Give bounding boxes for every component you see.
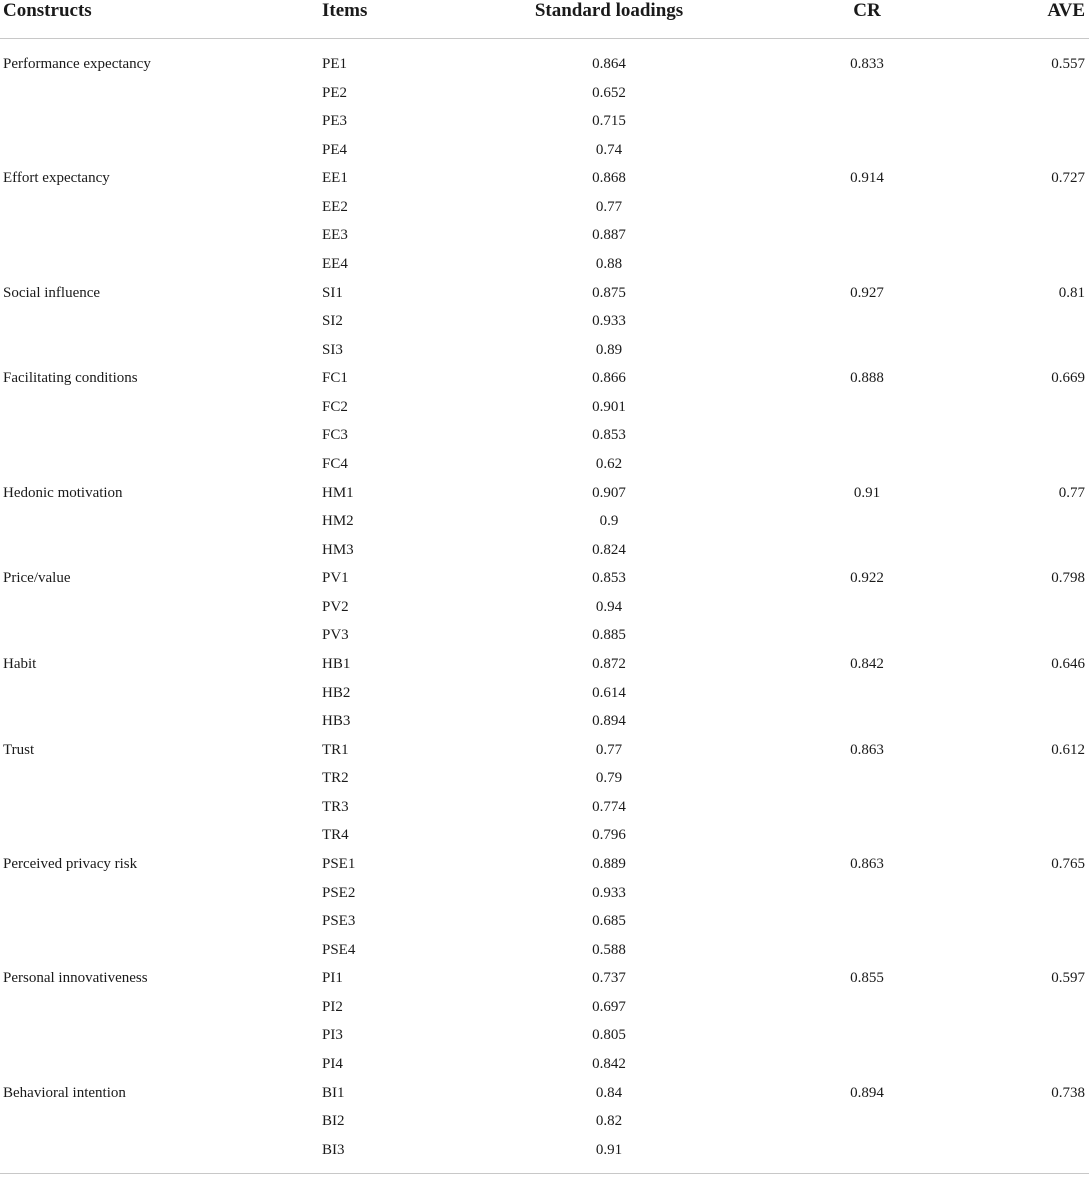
cell-standard-loading: 0.864 (592, 56, 626, 72)
cell-construct: Habit (3, 655, 37, 672)
table-row (0, 912, 1089, 940)
cell-standard-loading: 0.796 (592, 827, 626, 844)
table-row (0, 1141, 1089, 1169)
table-row (0, 1055, 1089, 1083)
cell-item: FC2 (322, 398, 348, 415)
table-row (0, 884, 1089, 912)
cell-standard-loading: 0.88 (595, 255, 623, 272)
cell-construct: Trust (3, 741, 35, 758)
cell-construct: Price/value (3, 570, 71, 587)
table-row (0, 941, 1089, 969)
cell-standard-loading: 0.89 (595, 341, 623, 358)
cell-standard-loading: 0.868 (592, 170, 626, 187)
cell-standard-loading: 0.774 (592, 798, 626, 815)
table-row (0, 169, 1089, 197)
cell-standard-loading: 0.74 (595, 141, 623, 158)
table-row (0, 598, 1089, 626)
table-row (0, 226, 1089, 254)
cell-standard-loading: 0.94 (595, 598, 623, 615)
cell-construct: Hedonic motivation (3, 484, 123, 501)
header-standard-loadings: Standard loadings (534, 0, 684, 21)
cell-item: BI1 (322, 1084, 345, 1101)
cell-item: EE1 (322, 170, 348, 187)
cell-item: HM2 (322, 513, 354, 530)
cell-standard-loading: 0.79 (595, 770, 623, 787)
table-row (0, 969, 1089, 997)
cell-standard-loading: 0.685 (592, 913, 626, 930)
cell-item: TR3 (322, 798, 349, 815)
table-row (0, 512, 1089, 540)
cell-item: PV2 (322, 598, 349, 615)
cell-standard-loading: 0.901 (592, 398, 626, 415)
cell-item: SI3 (322, 341, 343, 358)
cell-construct: Effort expectancy (3, 170, 110, 187)
header-ave: AVE (1047, 0, 1085, 21)
cell-standard-loading: 0.894 (592, 713, 626, 730)
cell-item: BI3 (322, 1141, 345, 1158)
table-row (0, 141, 1089, 169)
cell-ave: 0.727 (1051, 170, 1085, 187)
cell-ave: 0.77 (1058, 484, 1085, 501)
cell-standard-loading: 0.82 (595, 1113, 623, 1130)
cell-item: EE4 (322, 255, 348, 272)
cell-standard-loading: 0.907 (592, 484, 626, 501)
table-row (0, 855, 1089, 883)
cell-ave: 0.646 (1051, 655, 1085, 672)
table-row (0, 369, 1089, 397)
table-row (0, 55, 1089, 83)
footer-rule (0, 1173, 1089, 1174)
cell-construct: Behavioral intention (3, 1084, 126, 1101)
cell-standard-loading: 0.875 (592, 284, 626, 301)
header-cr: CR (853, 0, 881, 21)
cell-construct: Social influence (3, 284, 101, 301)
cell-item: FC3 (322, 427, 348, 444)
cell-standard-loading: 0.614 (592, 684, 626, 701)
cell-item: HB3 (322, 713, 351, 730)
cell-construct: Perceived privacy risk (3, 855, 138, 872)
cell-cr: 0.833 (850, 56, 884, 72)
cell-item: FC4 (322, 455, 348, 472)
cell-item: HB1 (322, 655, 351, 672)
cell-standard-loading: 0.62 (595, 455, 623, 472)
cell-standard-loading: 0.872 (592, 655, 626, 672)
table-row (0, 455, 1089, 483)
cell-standard-loading: 0.77 (595, 198, 623, 215)
table-row (0, 826, 1089, 854)
cell-standard-loading: 0.933 (592, 313, 626, 330)
cell-standard-loading: 0.889 (592, 855, 626, 872)
header-items: Items (322, 0, 368, 21)
cell-item: SI1 (322, 284, 343, 301)
table-row (0, 1026, 1089, 1054)
table-row (0, 255, 1089, 283)
cell-ave: 0.612 (1051, 741, 1085, 758)
cell-standard-loading: 0.737 (592, 970, 626, 987)
table-row (0, 655, 1089, 683)
cell-standard-loading: 0.887 (592, 227, 626, 244)
cell-item: TR2 (322, 770, 349, 787)
cell-standard-loading: 0.842 (592, 1055, 626, 1072)
cell-cr: 0.842 (850, 655, 884, 672)
cell-item: PV3 (322, 627, 349, 644)
cell-standard-loading: 0.715 (592, 113, 626, 130)
cell-cr: 0.894 (850, 1084, 884, 1101)
cell-standard-loading: 0.853 (592, 570, 626, 587)
table-row (0, 484, 1089, 512)
cell-item: EE2 (322, 198, 348, 215)
cell-ave: 0.738 (1051, 1084, 1085, 1101)
table-row (0, 769, 1089, 797)
table-row (0, 684, 1089, 712)
cell-item: SI2 (322, 313, 343, 330)
cell-cr: 0.91 (853, 484, 881, 501)
cell-item: TR4 (322, 827, 349, 844)
cell-standard-loading: 0.933 (592, 884, 626, 901)
table-row (0, 341, 1089, 369)
cell-standard-loading: 0.91 (595, 1141, 623, 1158)
table-row (0, 541, 1089, 569)
cell-ave: 0.597 (1051, 970, 1085, 987)
cell-cr: 0.914 (850, 170, 884, 187)
cell-standard-loading: 0.588 (592, 941, 626, 958)
cell-item: HM3 (322, 541, 354, 558)
table-row (0, 741, 1089, 769)
cell-ave: 0.798 (1051, 570, 1085, 587)
cell-item: PSE3 (322, 913, 356, 930)
table-row (0, 1084, 1089, 1112)
cell-item: PE1 (322, 56, 348, 72)
cell-item: PE2 (322, 84, 348, 101)
cell-item: PI4 (322, 1055, 343, 1072)
cell-cr: 0.888 (850, 370, 884, 387)
cell-item: FC1 (322, 370, 348, 387)
cell-item: HB2 (322, 684, 351, 701)
table-row (0, 798, 1089, 826)
cell-construct: Personal innovativeness (3, 970, 148, 987)
table-row (0, 312, 1089, 340)
table-row (0, 626, 1089, 654)
cell-item: EE3 (322, 227, 348, 244)
cell-construct: Facilitating conditions (3, 370, 138, 387)
table-row (0, 112, 1089, 140)
cell-standard-loading: 0.9 (599, 513, 619, 530)
cell-standard-loading: 0.824 (592, 541, 626, 558)
cell-standard-loading: 0.805 (592, 1027, 626, 1044)
cell-standard-loading: 0.77 (595, 741, 623, 758)
table-row (0, 1112, 1089, 1140)
cell-standard-loading: 0.697 (592, 998, 626, 1015)
cell-item: PE4 (322, 141, 348, 158)
cell-ave: 0.669 (1051, 370, 1085, 387)
cell-cr: 0.927 (850, 284, 884, 301)
table-row (0, 569, 1089, 597)
table-row (0, 84, 1089, 112)
cell-standard-loading: 0.885 (592, 627, 626, 644)
cell-standard-loading: 0.84 (595, 1084, 623, 1101)
cell-standard-loading: 0.853 (592, 427, 626, 444)
table-header-row (0, 0, 1089, 38)
cell-item: PI1 (322, 970, 343, 987)
cell-cr: 0.863 (850, 855, 884, 872)
table-row (0, 398, 1089, 426)
table-row (0, 998, 1089, 1026)
cell-ave: 0.557 (1051, 56, 1085, 72)
cell-item: PV1 (322, 570, 349, 587)
table-row (0, 198, 1089, 226)
cell-standard-loading: 0.866 (592, 370, 626, 387)
table-row (0, 712, 1089, 740)
table-row (0, 426, 1089, 454)
cell-ave: 0.81 (1058, 284, 1085, 301)
cell-standard-loading: 0.652 (592, 84, 626, 101)
cell-item: HM1 (322, 484, 354, 501)
cell-item: BI2 (322, 1113, 345, 1130)
cell-cr: 0.863 (850, 741, 884, 758)
cell-ave: 0.765 (1051, 855, 1085, 872)
cell-item: PSE4 (322, 941, 356, 958)
cell-cr: 0.922 (850, 570, 884, 587)
cell-item: TR1 (322, 741, 349, 758)
cell-item: PE3 (322, 113, 348, 130)
cell-item: PSE1 (322, 855, 356, 872)
header-rule (0, 38, 1089, 39)
cell-cr: 0.855 (850, 970, 884, 987)
table-row (0, 284, 1089, 312)
header-constructs: Constructs (3, 0, 92, 21)
cell-item: PI3 (322, 1027, 343, 1044)
cell-construct: Performance expectancy (3, 56, 151, 72)
cell-item: PI2 (322, 998, 343, 1015)
cell-item: PSE2 (322, 884, 356, 901)
